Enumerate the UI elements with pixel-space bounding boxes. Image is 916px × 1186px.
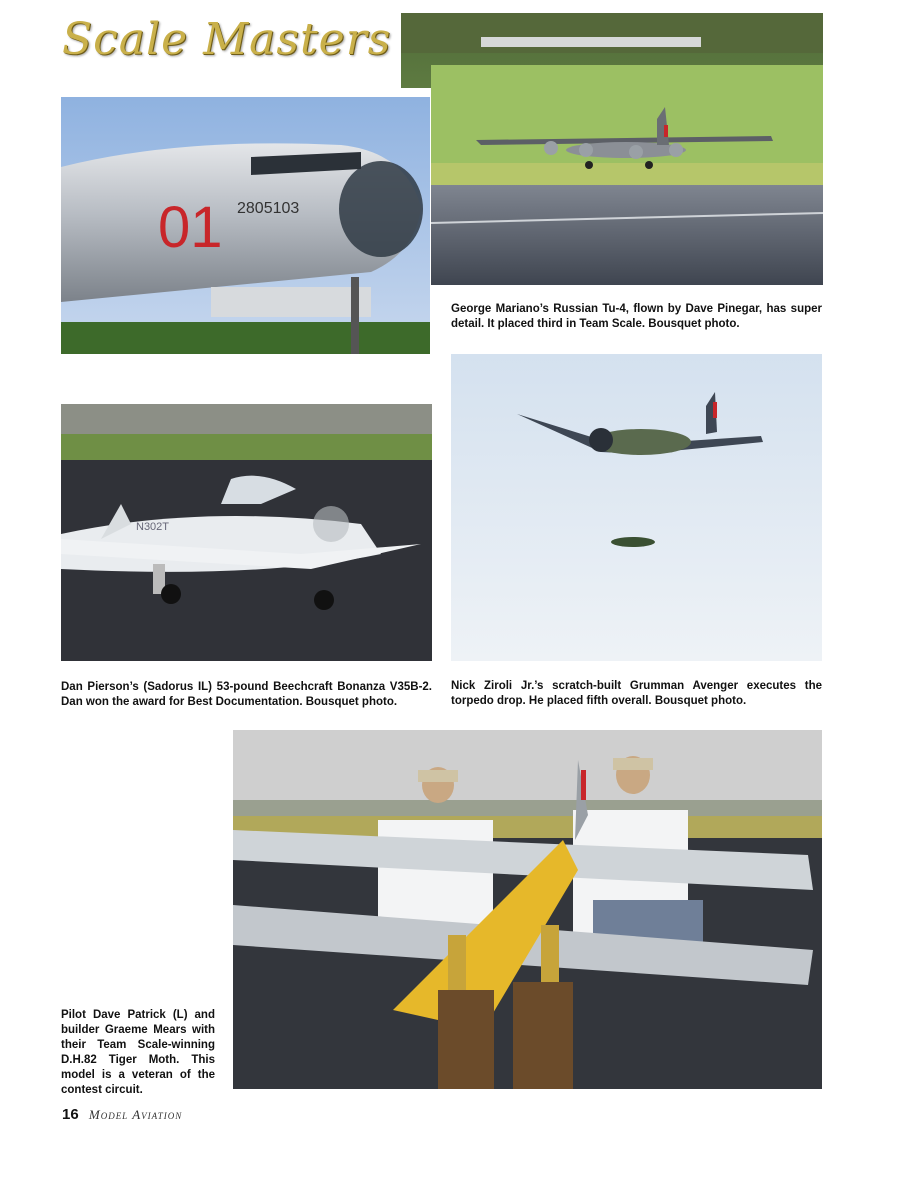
page-number: 16 [62,1106,79,1123]
avenger-image [451,354,822,661]
caption-tiger-moth: Pilot Dave Patrick (L) and builder Graeme Mears with their Team Scale-winning D.H.82 Tiger Moth. This model is a veteran of the contest circuit. [61,1009,215,1096]
photo-avenger [451,354,822,661]
bonanza-registration: N302T [136,521,170,533]
photo-bonanza [61,404,432,661]
page-footer [62,1104,182,1126]
caption-avenger: Nick Ziroli Jr.’s scratch-built Grumman Avenger executes the torpedo drop. He placed fifth overall. Bousquet photo. [451,680,822,707]
tu4-flight-image [401,13,823,285]
tu4-closeup-image [61,97,430,354]
tiger-moth-image [233,730,822,1089]
caption-bonanza: Dan Pierson’s (Sadorus IL) 53-pound Beechcraft Bonanza V35B-2. Dan won the award for Best Documentation. Bousquet photo. [61,681,432,708]
caption-tu4: George Mariano’s Russian Tu-4, flown by Dave Pinegar, has super detail. It placed third in Team Scale. Bousquet photo. [451,303,822,330]
bonanza-image [61,404,432,661]
photo-tu4-closeup [61,97,430,354]
photo-tiger-moth [233,730,822,1089]
fuselage-serial: 2805103 [237,200,300,217]
photo-tu4-flight [401,13,823,285]
magazine-name: Model Aviation [88,1107,183,1122]
nose-number: 01 [158,195,223,260]
page-title: Scale Masters [62,14,392,65]
